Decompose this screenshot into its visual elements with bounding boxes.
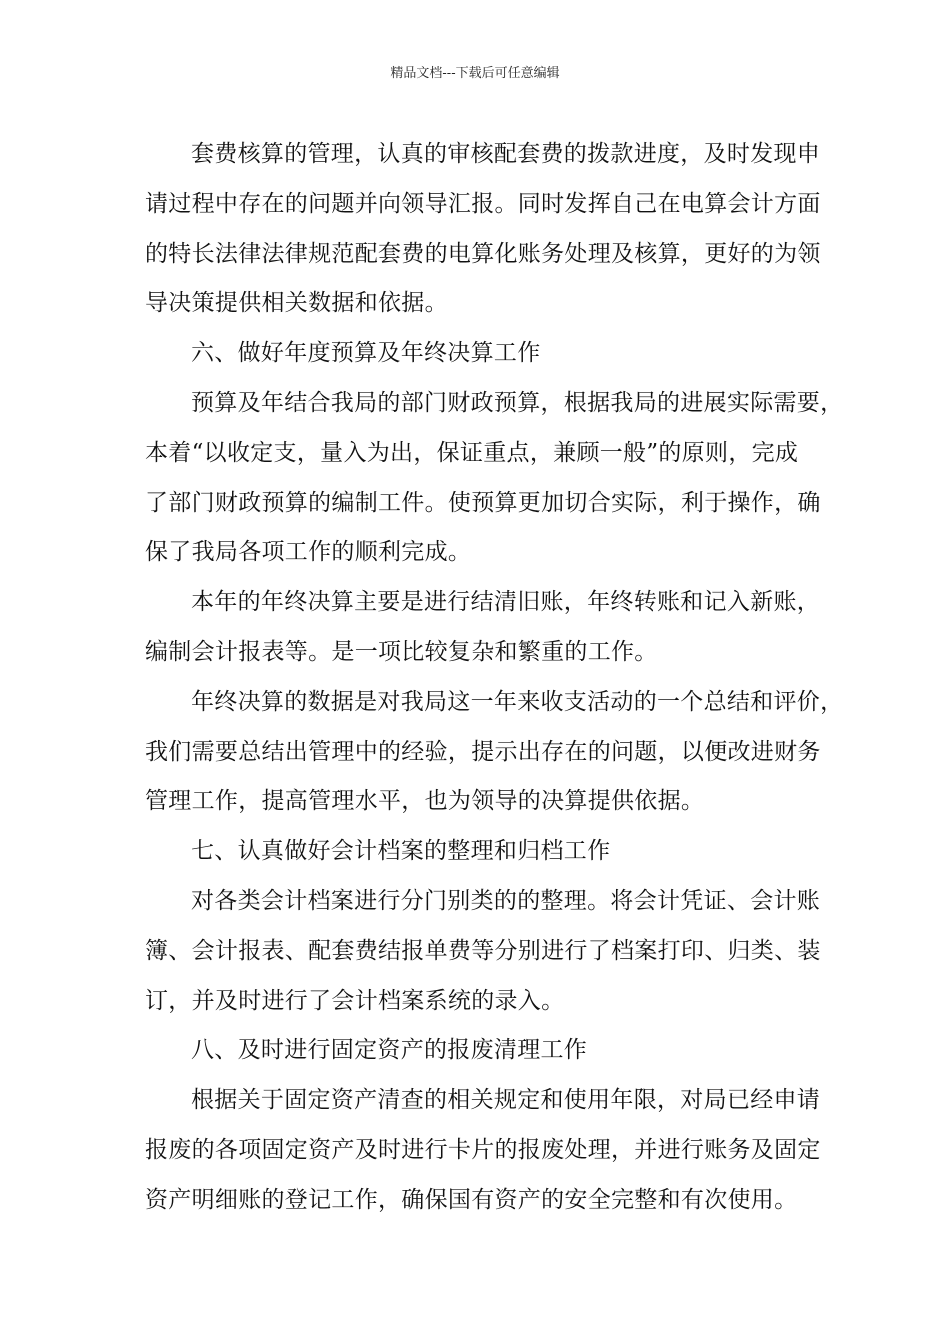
text-line: 资产明细账的登记工作，确保国有资产的安全完整和有次使用。 [145, 1186, 798, 1213]
text-line: 的特长法律法律规范配套费的电算化账务处理及核算，更好的为领 [145, 240, 821, 267]
page-header: 精品文档---下载后可任意编辑 [390, 66, 560, 81]
text-line: 对各类会计档案进行分门别类的的整理。将会计凭证、会计账 [191, 887, 821, 914]
text-line: 报废的各项固定资产及时进行卡片的报废处理，并进行账务及固定 [145, 1136, 821, 1163]
text-line: 订，并及时进行了会计档案系统的录入。 [145, 987, 565, 1014]
text-line: 年终决算的数据是对我局这一年来收支活动的一个总结和评价， [191, 688, 844, 715]
text-line: 套费核算的管理，认真的审核配套费的拨款进度，及时发现申 [191, 141, 821, 167]
text-line: 预算及年结合我局的部门财政预算，根据我局的进展实际需要， [191, 389, 844, 416]
text-line: 请过程中存在的问题并向领导汇报。同时发挥自己在电算会计方面 [145, 190, 821, 217]
document-body [145, 130, 844, 1226]
text-line: 导决策提供相关数据和依据。 [145, 290, 448, 317]
text-line: 管理工作，提高管理水平，也为领导的决算提供依据。 [145, 788, 705, 815]
text-line: 我们需要总结出管理中的经验，提示出存在的问题，以便改进财务 [145, 738, 821, 765]
text-line: 六、做好年度预算及年终决算工作 [191, 340, 541, 367]
text-line: 本着“以收定支，量入为出，保证重点，兼顾一般”的原则，完成 [145, 439, 799, 466]
text-line: 根据关于固定资产清查的相关规定和使用年限，对局已经申请 [191, 1087, 821, 1114]
text-line: 八、及时进行固定资产的报废清理工作 [191, 1037, 588, 1064]
text-line: 编制会计报表等。是一项比较复杂和繁重的工作。 [145, 638, 658, 665]
text-line: 本年的年终决算主要是进行结清旧账，年终转账和记入新账， [191, 589, 821, 616]
text-line: 保了我局各项工作的顺利完成。 [145, 539, 472, 566]
text-line: 簿、会计报表、配套费结报单费等分别进行了档案打印、归类、装 [145, 937, 821, 964]
text-line: 了部门财政预算的编制工件。使预算更加切合实际，利于操作，确 [145, 489, 821, 516]
text-line: 七、认真做好会计档案的整理和归档工作 [191, 838, 611, 865]
